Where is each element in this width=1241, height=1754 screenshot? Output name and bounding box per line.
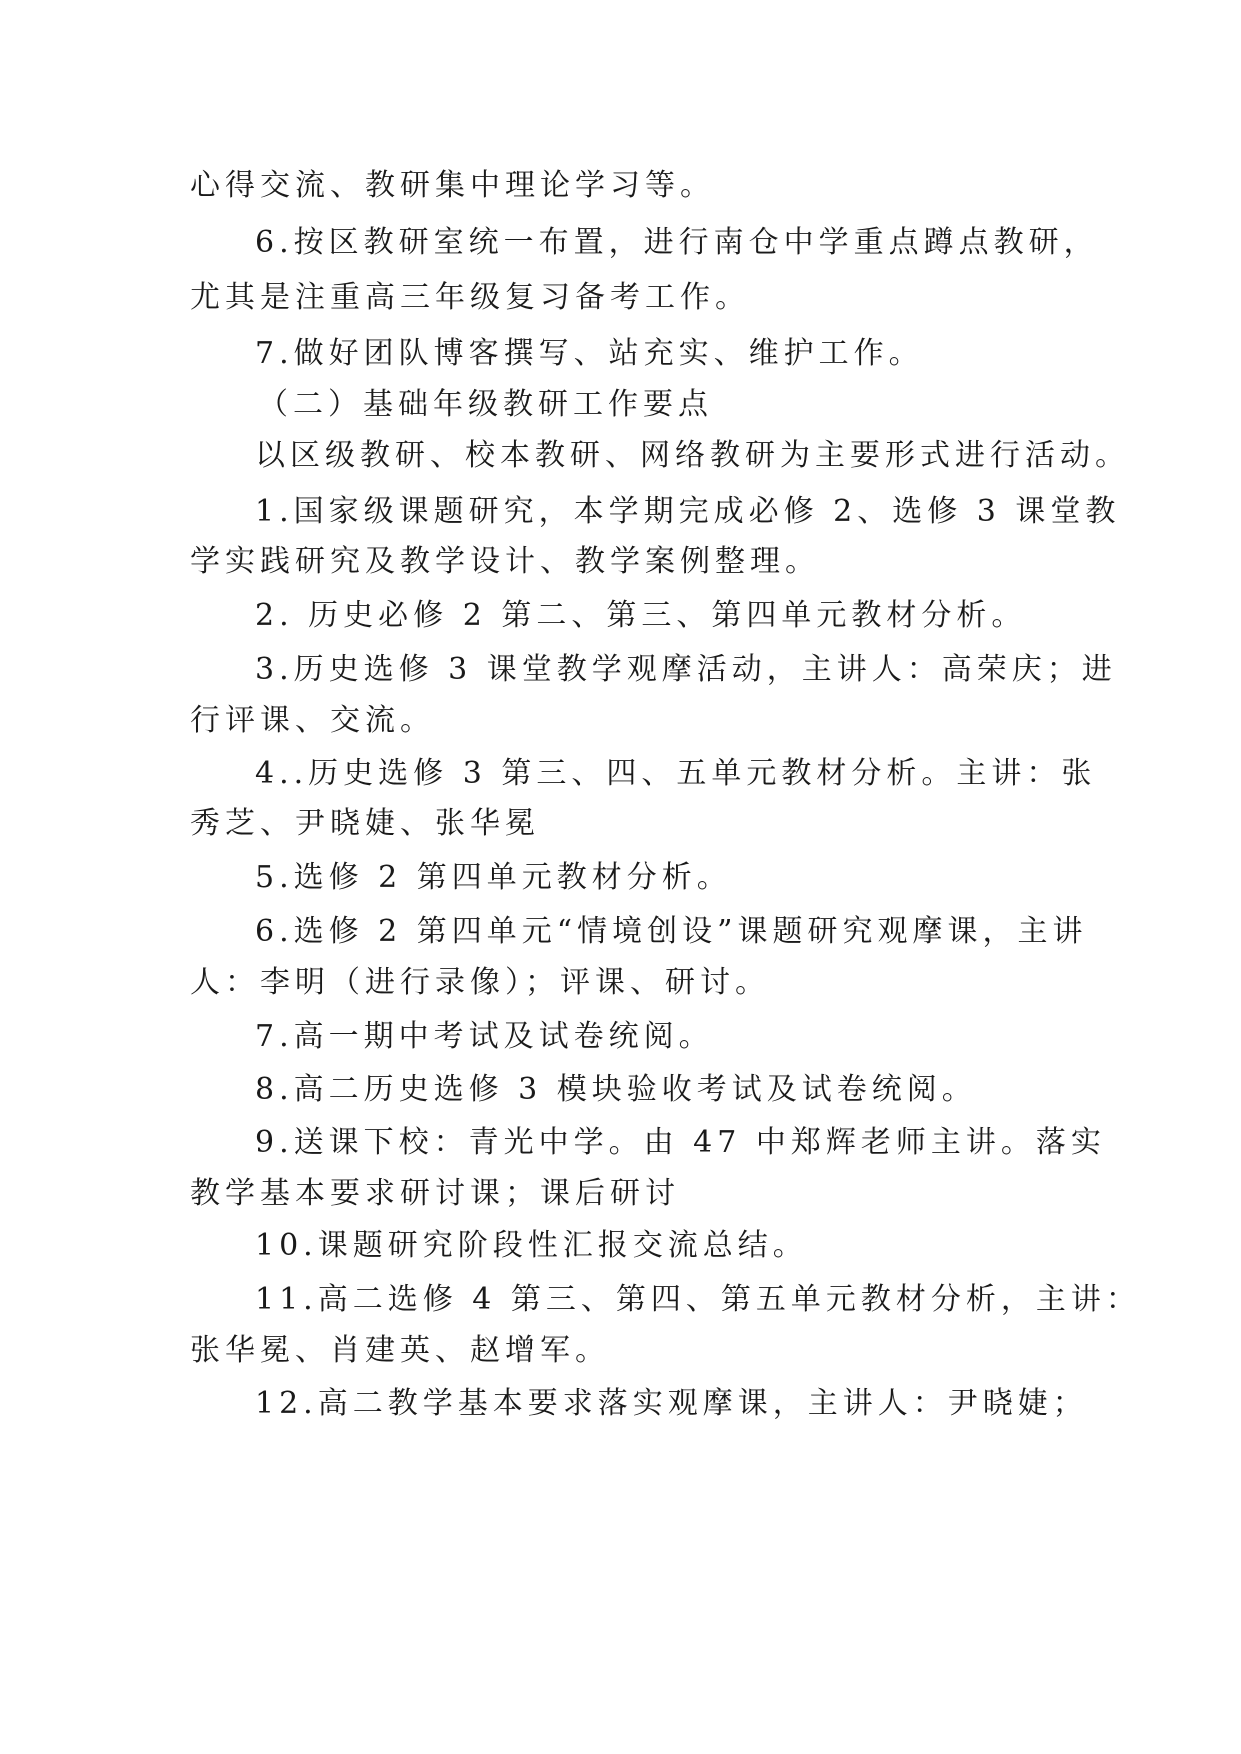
paragraph-line: 人：李明（进行录像）；评课、研讨。 <box>190 965 770 1000</box>
paragraph-line: 张华冕、肖建英、赵增军。 <box>190 1333 610 1368</box>
paragraph-line: 教学基本要求研讨课；课后研讨 <box>190 1176 680 1211</box>
paragraph-line: 12.高二教学基本要求落实观摩课，主讲人：尹晓婕； <box>255 1386 1088 1421</box>
paragraph-line: 8.高二历史选修 3 模块验收考试及试卷统阅。 <box>255 1072 977 1107</box>
paragraph-line: 2. 历史必修 2 第二、第三、第四单元教材分析。 <box>255 598 1027 633</box>
paragraph-line: 3.历史选修 3 课堂教学观摩活动，主讲人：高荣庆；进 <box>255 652 1117 687</box>
paragraph-line: 7.做好团队博客撰写、站充实、维护工作。 <box>255 336 924 371</box>
paragraph-line: 11.高二选修 4 第三、第四、第五单元教材分析，主讲： <box>255 1282 1141 1317</box>
paragraph-line: 学实践研究及教学设计、教学案例整理。 <box>190 544 820 579</box>
paragraph-line: 心得交流、教研集中理论学习等。 <box>190 168 715 203</box>
paragraph-line: 6.选修 2 第四单元“情境创设”课题研究观摩课，主讲 <box>255 914 1088 949</box>
section-heading: （二）基础年级教研工作要点 <box>258 387 713 422</box>
paragraph-line: 4..历史选修 3 第三、四、五单元教材分析。主讲：张 <box>255 756 1097 791</box>
paragraph-line: 1.国家级课题研究，本学期完成必修 2、选修 3 课堂教 <box>255 494 1121 529</box>
paragraph-line: 行评课、交流。 <box>190 703 435 738</box>
paragraph-line: 9.送课下校：青光中学。由 47 中郑辉老师主讲。落实 <box>255 1125 1106 1160</box>
paragraph-line: 6.按区教研室统一布置，进行南仓中学重点蹲点教研， <box>255 225 1099 260</box>
paragraph-line: 以区级教研、校本教研、网络教研为主要形式进行活动。 <box>255 438 1130 473</box>
paragraph-line: 5.选修 2 第四单元教材分析。 <box>255 860 732 895</box>
paragraph-line: 秀芝、尹晓婕、张华冕 <box>190 806 540 841</box>
paragraph-line: 10.课题研究阶段性汇报交流总结。 <box>255 1228 808 1263</box>
paragraph-line: 尤其是注重高三年级复习备考工作。 <box>190 280 750 315</box>
paragraph-line: 7.高一期中考试及试卷统阅。 <box>255 1019 714 1054</box>
